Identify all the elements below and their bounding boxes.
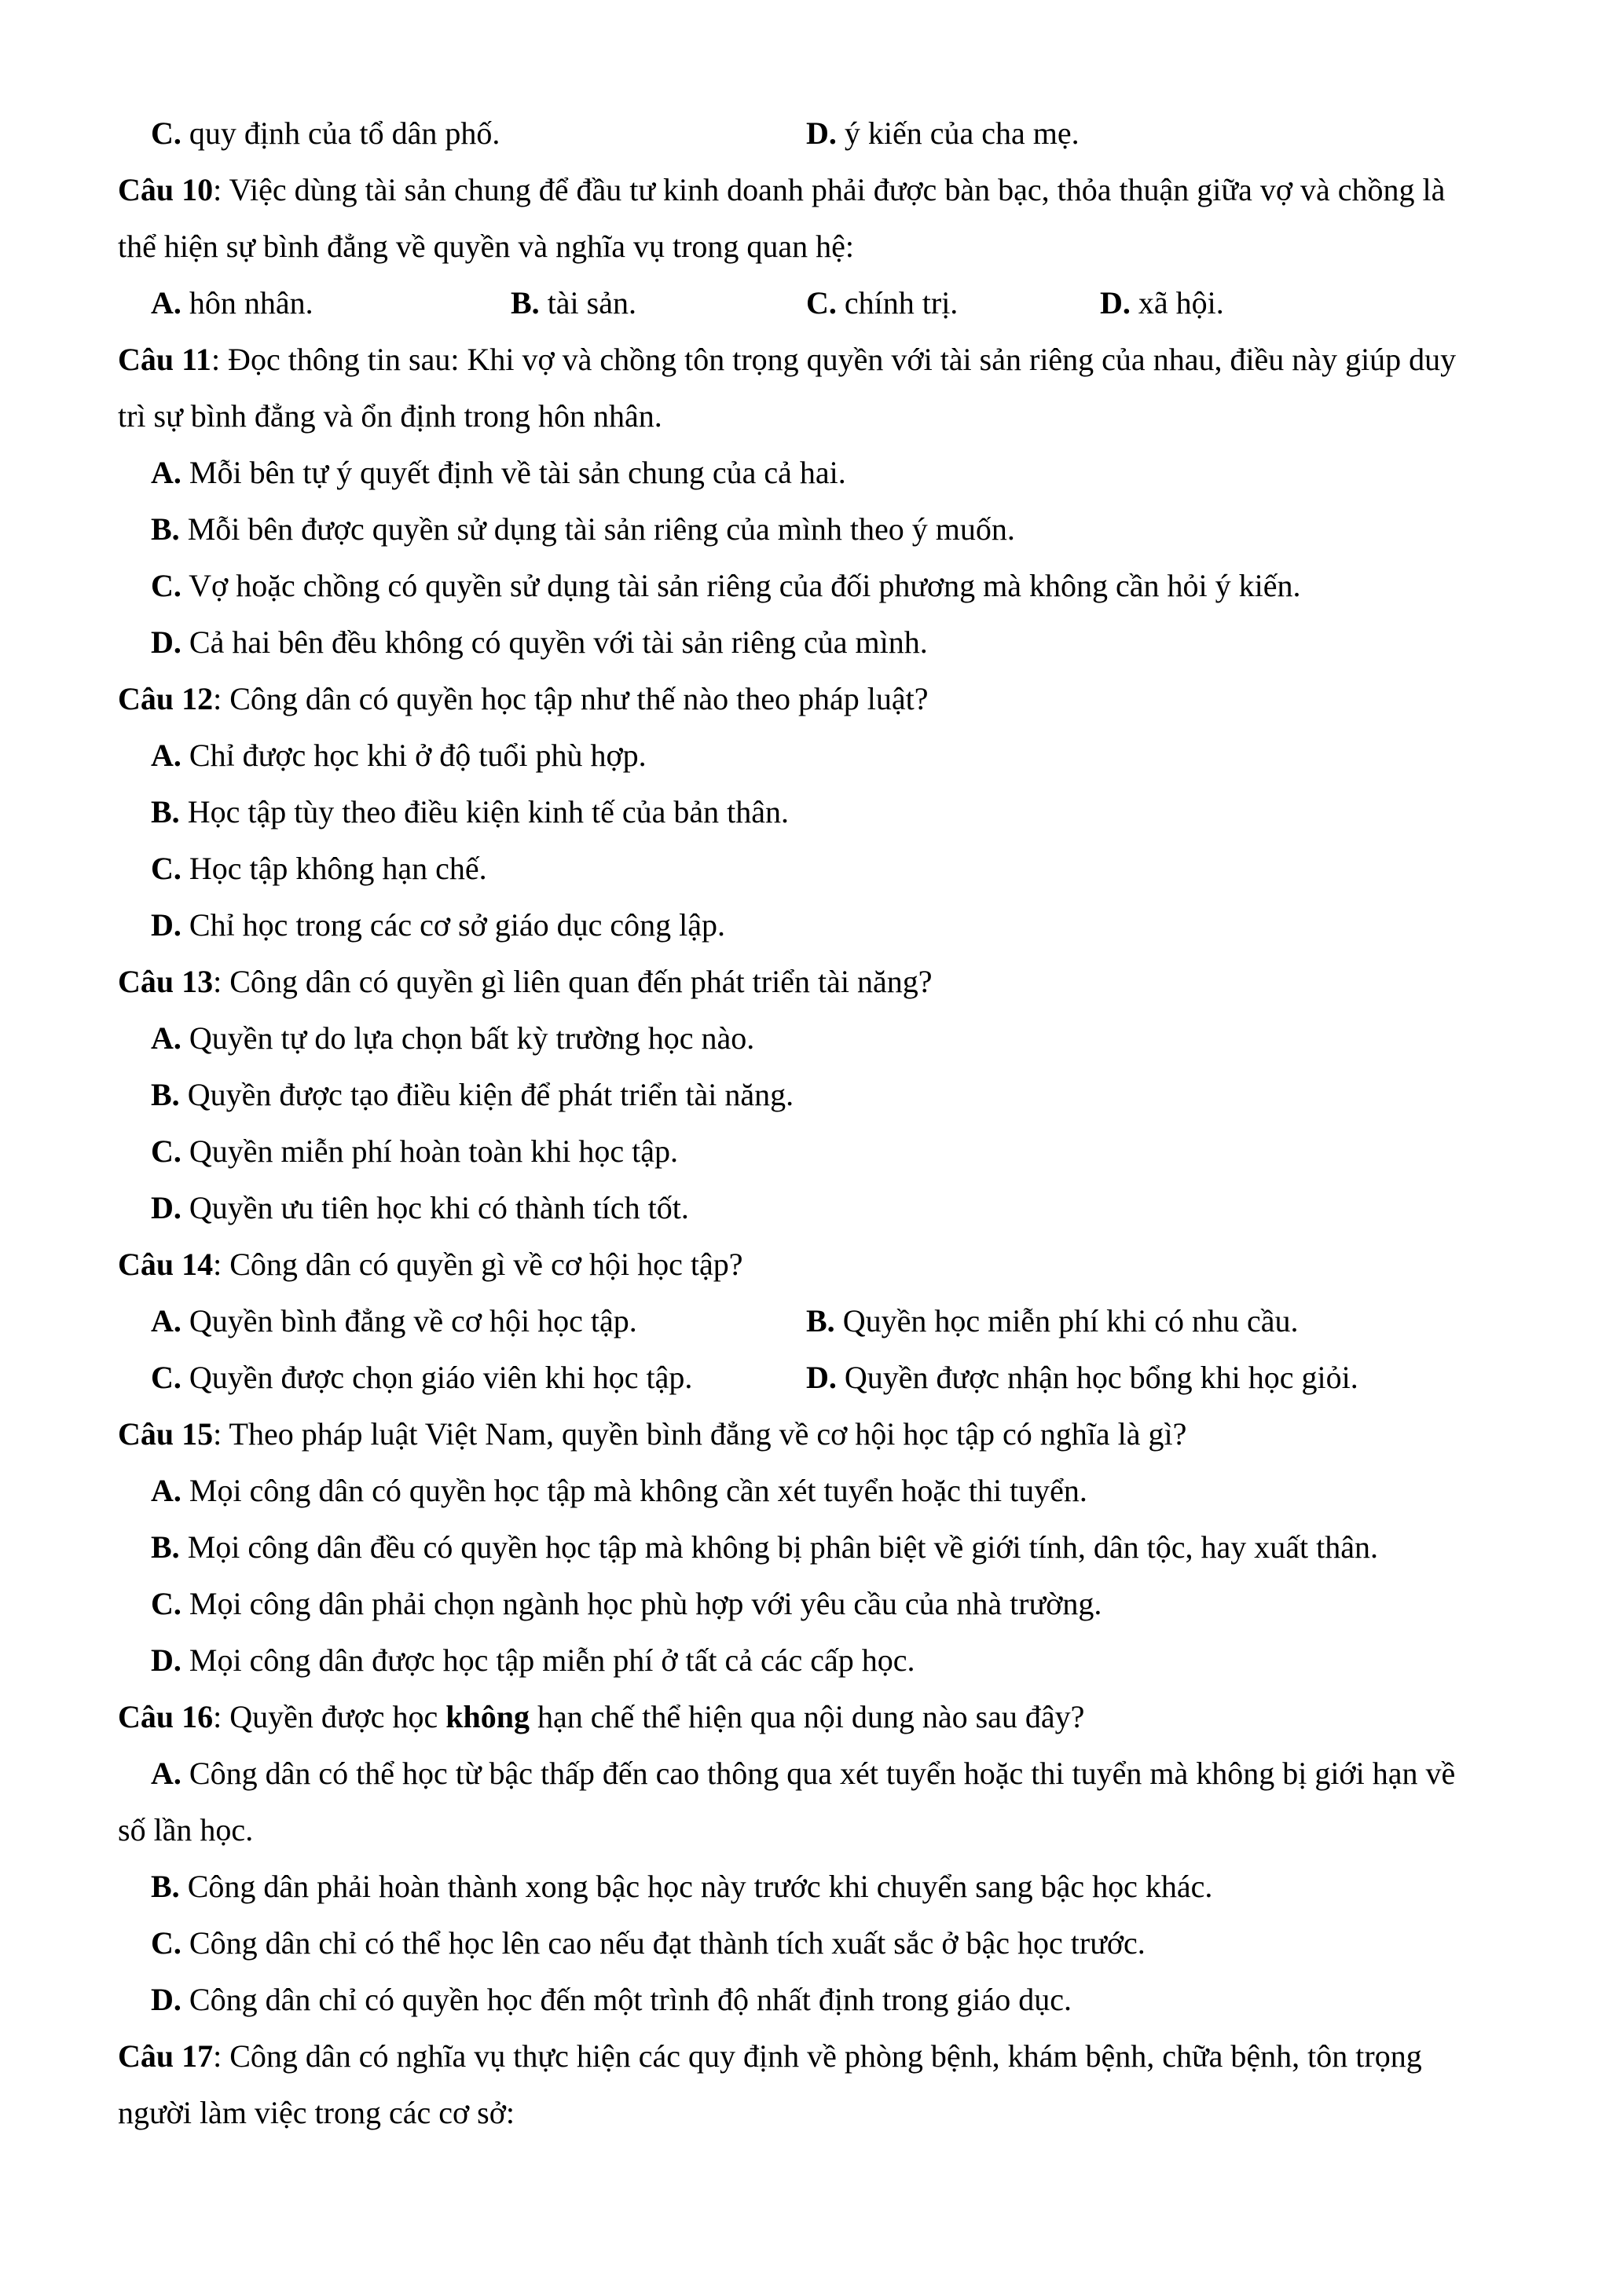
option-label: D. bbox=[151, 1982, 181, 2017]
option-text: Mọi công dân đều có quyền học tập mà không bị phân biệt về giới tính, dân tộc, hay xuất thân. bbox=[179, 1529, 1378, 1565]
option-text: Mỗi bên tự ý quyết định về tài sản chung của cả hai. bbox=[181, 455, 846, 490]
option-label: B. bbox=[806, 1303, 835, 1338]
q15-option-c bbox=[151, 1588, 1102, 1620]
q13-option-d bbox=[151, 1192, 689, 1224]
option-label: D. bbox=[806, 1360, 837, 1395]
question-number: Câu 17 bbox=[118, 2038, 214, 2074]
q16-option-b bbox=[151, 1871, 1212, 1902]
question-text: : Công dân có nghĩa vụ thực hiện các quy định về phòng bệnh, khám bệnh, chữa bệnh, tôn trọng bbox=[213, 2038, 1422, 2074]
question-text: : Đọc thông tin sau: Khi vợ và chồng tôn trọng quyền với tài sản riêng của nhau, điều này giúp duy bbox=[211, 342, 1457, 377]
q11-stem-line1 bbox=[118, 344, 1456, 375]
option-label: B. bbox=[151, 794, 180, 829]
option-text: Mọi công dân có quyền học tập mà không cần xét tuyển hoặc thi tuyển. bbox=[181, 1473, 1087, 1508]
option-text: Quyền ưu tiên học khi có thành tích tốt. bbox=[181, 1190, 689, 1225]
q10-option-a bbox=[151, 287, 313, 319]
q11-option-c bbox=[151, 570, 1301, 602]
q10-option-b bbox=[511, 287, 636, 319]
question-text: : Theo pháp luật Việt Nam, quyền bình đẳng về cơ hội học tập có nghĩa là gì? bbox=[213, 1416, 1187, 1452]
q12-option-c bbox=[151, 853, 487, 884]
option-text: Mọi công dân phải chọn ngành học phù hợp với yêu cầu của nhà trường. bbox=[181, 1586, 1102, 1621]
q13-stem-line1 bbox=[118, 966, 932, 998]
option-text: xã hội. bbox=[1130, 285, 1224, 320]
q17-stem-line1 bbox=[118, 2038, 1422, 2074]
option-label: B. bbox=[151, 1869, 180, 1904]
q16-option-a bbox=[151, 1758, 1455, 1789]
option-text: Mỗi bên được quyền sử dụng tài sản riêng của mình theo ý muốn. bbox=[179, 511, 1015, 547]
q14-option-c bbox=[151, 1362, 692, 1393]
option-text: Công dân chỉ có thể học lên cao nếu đạt thành tích xuất sắc ở bậc học trước. bbox=[181, 1925, 1146, 1961]
question-text-cont: hạn chế thể hiện qua nội dung nào sau đây? bbox=[529, 1699, 1085, 1734]
question-text: : Công dân có quyền gì về cơ hội học tập? bbox=[213, 1247, 743, 1282]
question-number: Câu 11 bbox=[118, 342, 211, 377]
option-text: Cả hai bên đều không có quyền với tài sản riêng của mình. bbox=[181, 624, 928, 660]
option-text: chính trị. bbox=[836, 285, 959, 320]
option-label: A. bbox=[151, 285, 181, 320]
option-text: Công dân có thể học từ bậc thấp đến cao thông qua xét tuyển hoặc thi tuyển mà không bị giới hạn về bbox=[181, 1756, 1456, 1791]
option-label: D. bbox=[151, 907, 181, 943]
q15-option-d bbox=[151, 1642, 915, 1678]
q12-stem-line1 bbox=[118, 683, 928, 715]
option-label: B. bbox=[151, 511, 180, 547]
question-number: Câu 16 bbox=[118, 1699, 214, 1734]
question-text: : Công dân có quyền học tập như thế nào theo pháp luật? bbox=[213, 681, 929, 716]
q12-option-b bbox=[151, 796, 789, 828]
option-text: Quyền được chọn giáo viên khi học tập. bbox=[181, 1360, 693, 1395]
option-label: C. bbox=[151, 1586, 181, 1621]
option-label: D. bbox=[1100, 285, 1131, 320]
option-label: A. bbox=[151, 738, 181, 773]
q16-stem-line1 bbox=[118, 1701, 1084, 1733]
q11-option-b bbox=[151, 511, 1015, 547]
option-label: A. bbox=[151, 1473, 181, 1508]
q15-stem-line1 bbox=[118, 1416, 1187, 1452]
option-text: hôn nhân. bbox=[181, 285, 313, 320]
q13-option-b bbox=[151, 1079, 794, 1111]
option-text: Chỉ được học khi ở độ tuổi phù hợp. bbox=[181, 738, 647, 773]
option-label: C. bbox=[151, 1360, 181, 1395]
option-text: Mọi công dân được học tập miễn phí ở tất cả các cấp học. bbox=[181, 1642, 915, 1678]
option-text: quy định của tổ dân phố. bbox=[181, 115, 500, 151]
q14-option-a bbox=[151, 1305, 637, 1337]
option-label: B. bbox=[151, 1529, 180, 1565]
option-label: B. bbox=[151, 1077, 180, 1112]
q11-option-d bbox=[151, 624, 928, 660]
question-text: : Công dân có quyền gì liên quan đến phát triển tài năng? bbox=[213, 964, 933, 999]
option-text: Học tập không hạn chế. bbox=[181, 851, 487, 886]
option-text: tài sản. bbox=[539, 285, 636, 320]
question-number: Câu 10 bbox=[118, 172, 214, 207]
option-label: A. bbox=[151, 1303, 181, 1338]
option-text: Học tập tùy theo điều kiện kinh tế của bản thân. bbox=[179, 794, 790, 829]
option-label: D. bbox=[151, 624, 181, 660]
question-text: : Việc dùng tài sản chung để đầu tư kinh doanh phải được bàn bạc, thỏa thuận giữa vợ và chồng là bbox=[213, 172, 1446, 207]
question-text: : Quyền được học bbox=[213, 1699, 446, 1734]
option-label: A. bbox=[151, 1020, 181, 1056]
option-label: C. bbox=[806, 285, 837, 320]
option-label: C. bbox=[151, 115, 181, 151]
q10-option-d bbox=[1100, 287, 1224, 319]
option-label: C. bbox=[151, 1133, 181, 1169]
q17-stem-line2: người làm việc trong các cơ sở: bbox=[118, 2095, 515, 2130]
option-text: Quyền miễn phí hoàn toàn khi học tập. bbox=[181, 1133, 678, 1169]
option-text: Chỉ học trong các cơ sở giáo dục công lập. bbox=[181, 907, 725, 943]
option-text: Quyền được tạo điều kiện để phát triển tài năng. bbox=[179, 1077, 794, 1112]
question-number: Câu 13 bbox=[118, 964, 214, 999]
q14-stem-line1 bbox=[118, 1249, 742, 1280]
option-label: A. bbox=[151, 455, 181, 490]
option-text: Quyền tự do lựa chọn bất kỳ trường học nào. bbox=[181, 1020, 755, 1056]
option-label: B. bbox=[511, 285, 540, 320]
q12-option-d bbox=[151, 907, 725, 943]
option-label: D. bbox=[806, 115, 837, 151]
q15-option-b bbox=[151, 1529, 1378, 1565]
q14-option-d bbox=[806, 1362, 1358, 1393]
option-text: Vợ hoặc chồng có quyền sử dụng tài sản riêng của đối phương mà không cần hỏi ý kiến. bbox=[181, 568, 1301, 603]
q16-option-a-cont: số lần học. bbox=[118, 1812, 254, 1847]
option-label: A. bbox=[151, 1756, 181, 1791]
question-number: Câu 12 bbox=[118, 681, 214, 716]
option-text: Quyền được nhận học bổng khi học giỏi. bbox=[836, 1360, 1358, 1395]
q10-stem-line1 bbox=[118, 174, 1445, 206]
option-label: C. bbox=[151, 851, 181, 886]
q14-option-b bbox=[806, 1305, 1299, 1337]
q15-option-a bbox=[151, 1475, 1087, 1507]
q12-option-a bbox=[151, 740, 647, 771]
q9-option-d bbox=[806, 115, 1080, 151]
option-text: ý kiến của cha mẹ. bbox=[836, 115, 1080, 151]
q10-stem-line2: thể hiện sự bình đẳng về quyền và nghĩa vụ trong quan hệ: bbox=[118, 229, 855, 264]
option-text: Công dân chỉ có quyền học đến một trình độ nhất định trong giáo dục. bbox=[181, 1982, 1072, 2017]
emphasis-word: không bbox=[445, 1699, 530, 1734]
q13-option-a bbox=[151, 1020, 755, 1056]
q13-option-c bbox=[151, 1133, 678, 1169]
q10-option-c bbox=[806, 287, 958, 319]
question-number: Câu 15 bbox=[118, 1416, 214, 1452]
q9-option-c bbox=[151, 115, 500, 151]
option-text: Công dân phải hoàn thành xong bậc học này trước khi chuyển sang bậc học khác. bbox=[179, 1869, 1213, 1904]
option-label: D. bbox=[151, 1642, 181, 1678]
option-label: C. bbox=[151, 1925, 181, 1961]
question-number: Câu 14 bbox=[118, 1247, 214, 1282]
option-label: D. bbox=[151, 1190, 181, 1225]
option-text: Quyền bình đẳng về cơ hội học tập. bbox=[181, 1303, 637, 1338]
q16-option-c bbox=[151, 1925, 1146, 1961]
q11-option-a bbox=[151, 457, 846, 489]
option-label: C. bbox=[151, 568, 181, 603]
q11-stem-line2: trì sự bình đẳng và ổn định trong hôn nhân. bbox=[118, 398, 662, 434]
q16-option-d bbox=[151, 1984, 1072, 2016]
option-text: Quyền học miễn phí khi có nhu cầu. bbox=[834, 1303, 1299, 1338]
